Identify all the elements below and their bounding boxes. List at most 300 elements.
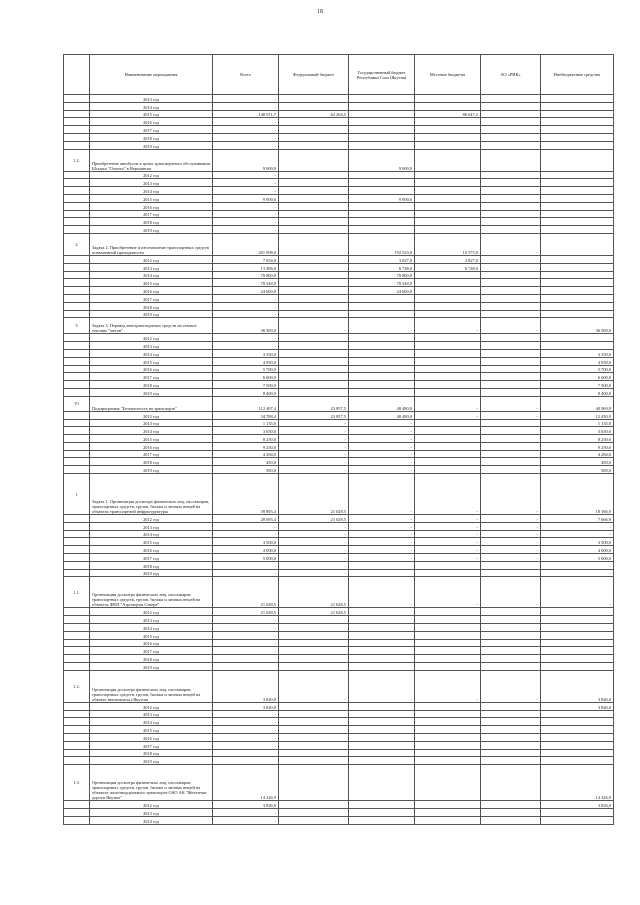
row-name: 2013 год: [90, 95, 213, 103]
row-number: [64, 726, 90, 734]
row-republic: -: [349, 554, 415, 562]
row-federal: [279, 133, 349, 141]
row-local: [415, 655, 481, 663]
row-number: 1.1.: [64, 577, 90, 608]
row-name: Организация досмотра физических лиц, пассажиров, транспортных средств, грузов, багажа и личных вещей на объекте автовокзала г.Якутска: [90, 670, 213, 702]
row-number: [64, 639, 90, 647]
table-row-item: [64, 318, 614, 334]
row-name: 2016 год: [90, 118, 213, 126]
row-extra: 12 450,9: [541, 411, 614, 419]
row-name: 2012 год: [90, 171, 213, 179]
row-number: [64, 310, 90, 318]
row-total: 39 895,4: [213, 474, 279, 515]
row-total: 3 350,0: [213, 349, 279, 357]
row-rik: [481, 624, 541, 632]
table-row-year: [64, 624, 614, 632]
row-total: -: [213, 639, 279, 647]
row-total: 9 250,0: [213, 442, 279, 450]
row-rik: [481, 271, 541, 279]
row-number: [64, 466, 90, 474]
row-local: [415, 809, 481, 817]
row-rik: -: [481, 546, 541, 554]
row-federal: [279, 271, 349, 279]
row-total: -: [213, 179, 279, 187]
row-name: 2017 год: [90, 210, 213, 218]
row-number: [64, 171, 90, 179]
table-row-year: [64, 349, 614, 357]
row-republic: [349, 302, 415, 310]
row-number: [64, 202, 90, 210]
row-local: [415, 741, 481, 749]
row-republic: [349, 110, 415, 118]
row-number: [64, 616, 90, 624]
row-number: [64, 546, 90, 554]
row-extra: [541, 741, 614, 749]
row-extra: [541, 95, 614, 103]
row-total: 112 407,4: [213, 396, 279, 411]
row-federal: [279, 765, 349, 801]
row-federal: [279, 734, 349, 742]
table-row-year: [64, 419, 614, 427]
row-name: 2018 год: [90, 655, 213, 663]
row-number: [64, 427, 90, 435]
row-federal: 21 028,5: [279, 515, 349, 523]
row-number: [64, 411, 90, 419]
row-total: 6 600,0: [213, 373, 279, 381]
row-federal: [279, 149, 349, 171]
row-total: [213, 749, 279, 757]
row-federal: [279, 279, 349, 287]
row-number: [64, 702, 90, 710]
row-republic: [349, 118, 415, 126]
row-number: VI: [64, 396, 90, 411]
row-name: 2013 год: [90, 616, 213, 624]
row-extra: [541, 118, 614, 126]
row-rik: [481, 616, 541, 624]
row-number: [64, 194, 90, 202]
row-rik: [481, 218, 541, 226]
row-local: -: [415, 546, 481, 554]
row-local: [415, 279, 481, 287]
row-federal: [279, 388, 349, 396]
row-local: -: [415, 530, 481, 538]
row-extra: -: [541, 522, 614, 530]
row-republic: [349, 624, 415, 632]
row-rik: [481, 458, 541, 466]
row-extra: 36 500,0: [541, 318, 614, 334]
row-rik: [481, 631, 541, 639]
row-rik: -: [481, 233, 541, 255]
row-extra: [541, 631, 614, 639]
row-number: [64, 809, 90, 817]
table-row-year: [64, 710, 614, 718]
row-local: [415, 271, 481, 279]
table-row-year: [64, 118, 614, 126]
row-name: 2016 год: [90, 442, 213, 450]
row-local: -: [415, 577, 481, 608]
row-rik: [481, 647, 541, 655]
row-republic: 78 548,0: [349, 279, 415, 287]
row-extra: [541, 271, 614, 279]
row-total: [213, 757, 279, 765]
row-total: 8 400,0: [213, 388, 279, 396]
row-republic: [349, 655, 415, 663]
row-republic: [349, 809, 415, 817]
row-local: 3 827,0: [415, 255, 481, 263]
row-local: [415, 631, 481, 639]
row-name: 2016 год: [90, 639, 213, 647]
row-name: 2014 год: [90, 271, 213, 279]
row-number: [64, 126, 90, 134]
row-federal: [279, 726, 349, 734]
row-federal: -: [279, 419, 349, 427]
row-rik: [481, 226, 541, 234]
row-federal: [279, 749, 349, 757]
row-total: 21 028,5: [213, 608, 279, 616]
table-row-year: [64, 357, 614, 365]
row-name: 2014 год: [90, 427, 213, 435]
table-row-year: [64, 749, 614, 757]
row-total: -: [213, 616, 279, 624]
header-republic-budget: Государственный бюджет Республики Саха (Якутия): [349, 55, 415, 95]
row-federal: [279, 809, 349, 817]
row-federal: [279, 647, 349, 655]
row-republic: [349, 365, 415, 373]
row-local: [415, 749, 481, 757]
row-federal: [279, 702, 349, 710]
row-name: 2013 год: [90, 809, 213, 817]
row-rik: [481, 702, 541, 710]
row-number: [64, 342, 90, 350]
row-rik: [481, 357, 541, 365]
row-name: 2017 год: [90, 126, 213, 134]
table-row-year: [64, 616, 614, 624]
table-row-year: [64, 287, 614, 295]
row-local: [415, 210, 481, 218]
row-republic: [349, 342, 415, 350]
row-federal: [279, 287, 349, 295]
row-local: [415, 427, 481, 435]
row-local: -: [415, 538, 481, 546]
row-federal: [279, 179, 349, 187]
row-extra: 4 284,0: [541, 450, 614, 458]
row-name: 2019 год: [90, 466, 213, 474]
row-local: [415, 458, 481, 466]
table-row-year: [64, 458, 614, 466]
row-number: 1.2.: [64, 149, 90, 171]
row-total: 34 788,4: [213, 411, 279, 419]
row-local: [415, 357, 481, 365]
row-total: [213, 663, 279, 671]
row-rik: [481, 118, 541, 126]
row-local: [415, 226, 481, 234]
table-row-year: [64, 302, 614, 310]
table-row-year: [64, 450, 614, 458]
row-number: [64, 530, 90, 538]
row-total: 3 650,0: [213, 427, 279, 435]
row-local: [415, 608, 481, 616]
row-rik: [481, 816, 541, 824]
row-name: 2015 год: [90, 538, 213, 546]
row-extra: [541, 210, 614, 218]
row-total: 4 284,0: [213, 450, 279, 458]
row-name: Задача 2. Приобретение и изготовление транспортных средств повышенной проходимости: [90, 233, 213, 255]
row-total: [213, 655, 279, 663]
row-rik: [481, 419, 541, 427]
row-republic: [349, 334, 415, 342]
row-total: -: [213, 118, 279, 126]
row-local: [415, 702, 481, 710]
row-number: [64, 141, 90, 149]
row-extra: 14 326,9: [541, 765, 614, 801]
row-name: 2015 год: [90, 279, 213, 287]
table-row-year: [64, 263, 614, 271]
row-local: [415, 561, 481, 569]
row-federal: 21 028,5: [279, 577, 349, 608]
row-federal: [279, 801, 349, 809]
row-name: 2012 год: [90, 801, 213, 809]
row-number: [64, 710, 90, 718]
row-federal: [279, 194, 349, 202]
row-number: [64, 631, 90, 639]
row-republic: [349, 726, 415, 734]
row-federal: [279, 639, 349, 647]
row-total: 3 840,0: [213, 670, 279, 702]
row-republic: [349, 141, 415, 149]
table-row-year: [64, 569, 614, 577]
row-local: [415, 435, 481, 443]
row-name: 2015 год: [90, 357, 213, 365]
row-extra: [541, 663, 614, 671]
row-extra: [541, 149, 614, 171]
row-republic: [349, 126, 415, 134]
row-total: -: [213, 226, 279, 234]
table-row-year: [64, 816, 614, 824]
row-total: 3 826,9: [213, 801, 279, 809]
row-name: Задача 1. Организация досмотра физических лиц, пассажиров, транспортных средств, грузов, багажа и личных вещей на объектах транспортной инфраструктуры: [90, 474, 213, 515]
row-number: [64, 816, 90, 824]
row-name: 2012 год: [90, 702, 213, 710]
row-federal: -: [279, 435, 349, 443]
row-federal: [279, 102, 349, 110]
row-name: 2019 год: [90, 757, 213, 765]
row-rik: [481, 381, 541, 389]
row-extra: -: [541, 561, 614, 569]
row-local: [415, 310, 481, 318]
row-total: 9 900,0: [213, 149, 279, 171]
row-rik: [481, 710, 541, 718]
row-number: [64, 450, 90, 458]
row-total: 13 496,0: [213, 263, 279, 271]
row-rik: -: [481, 515, 541, 523]
row-republic: -: [349, 419, 415, 427]
table-row-year: [64, 271, 614, 279]
table-row-year: [64, 102, 614, 110]
row-name: 2013 год: [90, 419, 213, 427]
row-extra: [541, 287, 614, 295]
row-republic: [349, 561, 415, 569]
row-number: [64, 381, 90, 389]
row-name: 2019 год: [90, 569, 213, 577]
row-name: 2013 год: [90, 179, 213, 187]
row-number: 3: [64, 318, 90, 334]
row-name: 2012 год: [90, 255, 213, 263]
table-row-year: [64, 373, 614, 381]
row-number: [64, 255, 90, 263]
row-extra: 5 700,0: [541, 365, 614, 373]
row-name: 2017 год: [90, 741, 213, 749]
row-local: [415, 218, 481, 226]
table-row-year: [64, 218, 614, 226]
row-number: [64, 334, 90, 342]
table-row-year: [64, 655, 614, 663]
row-extra: 1 135,0: [541, 419, 614, 427]
row-republic: -: [349, 435, 415, 443]
row-name: 2015 год: [90, 110, 213, 118]
row-extra: [541, 734, 614, 742]
row-local: [415, 816, 481, 824]
table-row-year: [64, 718, 614, 726]
row-republic: -: [349, 577, 415, 608]
row-federal: [279, 202, 349, 210]
row-extra: 3 840,0: [541, 702, 614, 710]
row-rik: [481, 342, 541, 350]
row-local: -: [415, 396, 481, 411]
row-rik: [481, 334, 541, 342]
row-rik: [481, 202, 541, 210]
row-extra: [541, 310, 614, 318]
row-federal: [279, 126, 349, 134]
row-number: [64, 554, 90, 562]
row-extra: 3 826,9: [541, 801, 614, 809]
row-number: [64, 561, 90, 569]
row-republic: 24 600,0: [349, 287, 415, 295]
row-name: 2014 год: [90, 530, 213, 538]
row-extra: [541, 608, 614, 616]
row-total: 201 098,0: [213, 233, 279, 255]
row-extra: 7 500,0: [541, 381, 614, 389]
row-extra: [541, 263, 614, 271]
row-rik: [481, 734, 541, 742]
row-rik: [481, 210, 541, 218]
table-row-year: [64, 801, 614, 809]
row-republic: [349, 102, 415, 110]
row-local: [415, 450, 481, 458]
row-name: 2015 год: [90, 435, 213, 443]
header-federal-budget: Федеральный бюджет: [279, 55, 349, 95]
row-rik: [481, 442, 541, 450]
row-republic: [349, 373, 415, 381]
row-local: [415, 419, 481, 427]
row-local: [415, 466, 481, 474]
row-republic: -: [349, 546, 415, 554]
header-extrabudgetary: Внебюджетные средства: [541, 55, 614, 95]
row-rik: [481, 718, 541, 726]
row-republic: [349, 294, 415, 302]
row-local: [415, 95, 481, 103]
row-federal: -: [279, 670, 349, 702]
row-local: [415, 118, 481, 126]
row-total: -: [213, 294, 279, 302]
row-local: [415, 442, 481, 450]
row-republic: -: [349, 530, 415, 538]
row-local: [415, 149, 481, 171]
row-rik: -: [481, 396, 541, 411]
row-name: 2019 год: [90, 310, 213, 318]
table-row-year: [64, 530, 614, 538]
row-name: 2012 год: [90, 608, 213, 616]
row-republic: -: [349, 466, 415, 474]
row-rik: -: [481, 577, 541, 608]
row-federal: [279, 710, 349, 718]
row-local: [415, 639, 481, 647]
row-total: -: [213, 809, 279, 817]
row-total: 3 840,0: [213, 702, 279, 710]
row-federal: 62 264,5: [279, 110, 349, 118]
row-local: [415, 365, 481, 373]
row-number: [64, 95, 90, 103]
row-federal: [279, 118, 349, 126]
row-rik: [481, 102, 541, 110]
row-republic: -: [349, 427, 415, 435]
row-republic: [349, 226, 415, 234]
row-number: [64, 647, 90, 655]
row-extra: 8 250,0: [541, 435, 614, 443]
row-local: 10 575,0: [415, 233, 481, 255]
row-rik: [481, 171, 541, 179]
row-extra: [541, 809, 614, 817]
table-row-year: [64, 310, 614, 318]
row-republic: -: [349, 450, 415, 458]
row-total: 7 654,0: [213, 255, 279, 263]
row-number: [64, 226, 90, 234]
row-name: 2012 год: [90, 411, 213, 419]
table-row-year: [64, 734, 614, 742]
row-rik: [481, 310, 541, 318]
row-rik: [481, 263, 541, 271]
row-extra: [541, 279, 614, 287]
row-name: 2019 год: [90, 226, 213, 234]
row-name: 2013 год: [90, 263, 213, 271]
row-federal: -: [279, 427, 349, 435]
row-name: 2013 год: [90, 342, 213, 350]
table-row-year: [64, 522, 614, 530]
row-total: 3 500,0: [213, 538, 279, 546]
row-name: 2018 год: [90, 302, 213, 310]
row-name: 2018 год: [90, 561, 213, 569]
row-rik: [481, 757, 541, 765]
row-name: 2017 год: [90, 294, 213, 302]
row-number: [64, 458, 90, 466]
row-extra: [541, 218, 614, 226]
row-federal: [279, 718, 349, 726]
row-extra: [541, 102, 614, 110]
row-federal: [279, 141, 349, 149]
table-row-year: [64, 809, 614, 817]
header-number: [64, 55, 90, 95]
row-rik: [481, 349, 541, 357]
table-row-year: [64, 639, 614, 647]
table-row-year: [64, 342, 614, 350]
row-republic: 6 748,0: [349, 263, 415, 271]
row-republic: [349, 179, 415, 187]
row-local: -: [415, 474, 481, 515]
row-federal: [279, 349, 349, 357]
row-number: [64, 801, 90, 809]
table-row-year: [64, 466, 614, 474]
row-extra: [541, 710, 614, 718]
row-name: 2013 год: [90, 522, 213, 530]
